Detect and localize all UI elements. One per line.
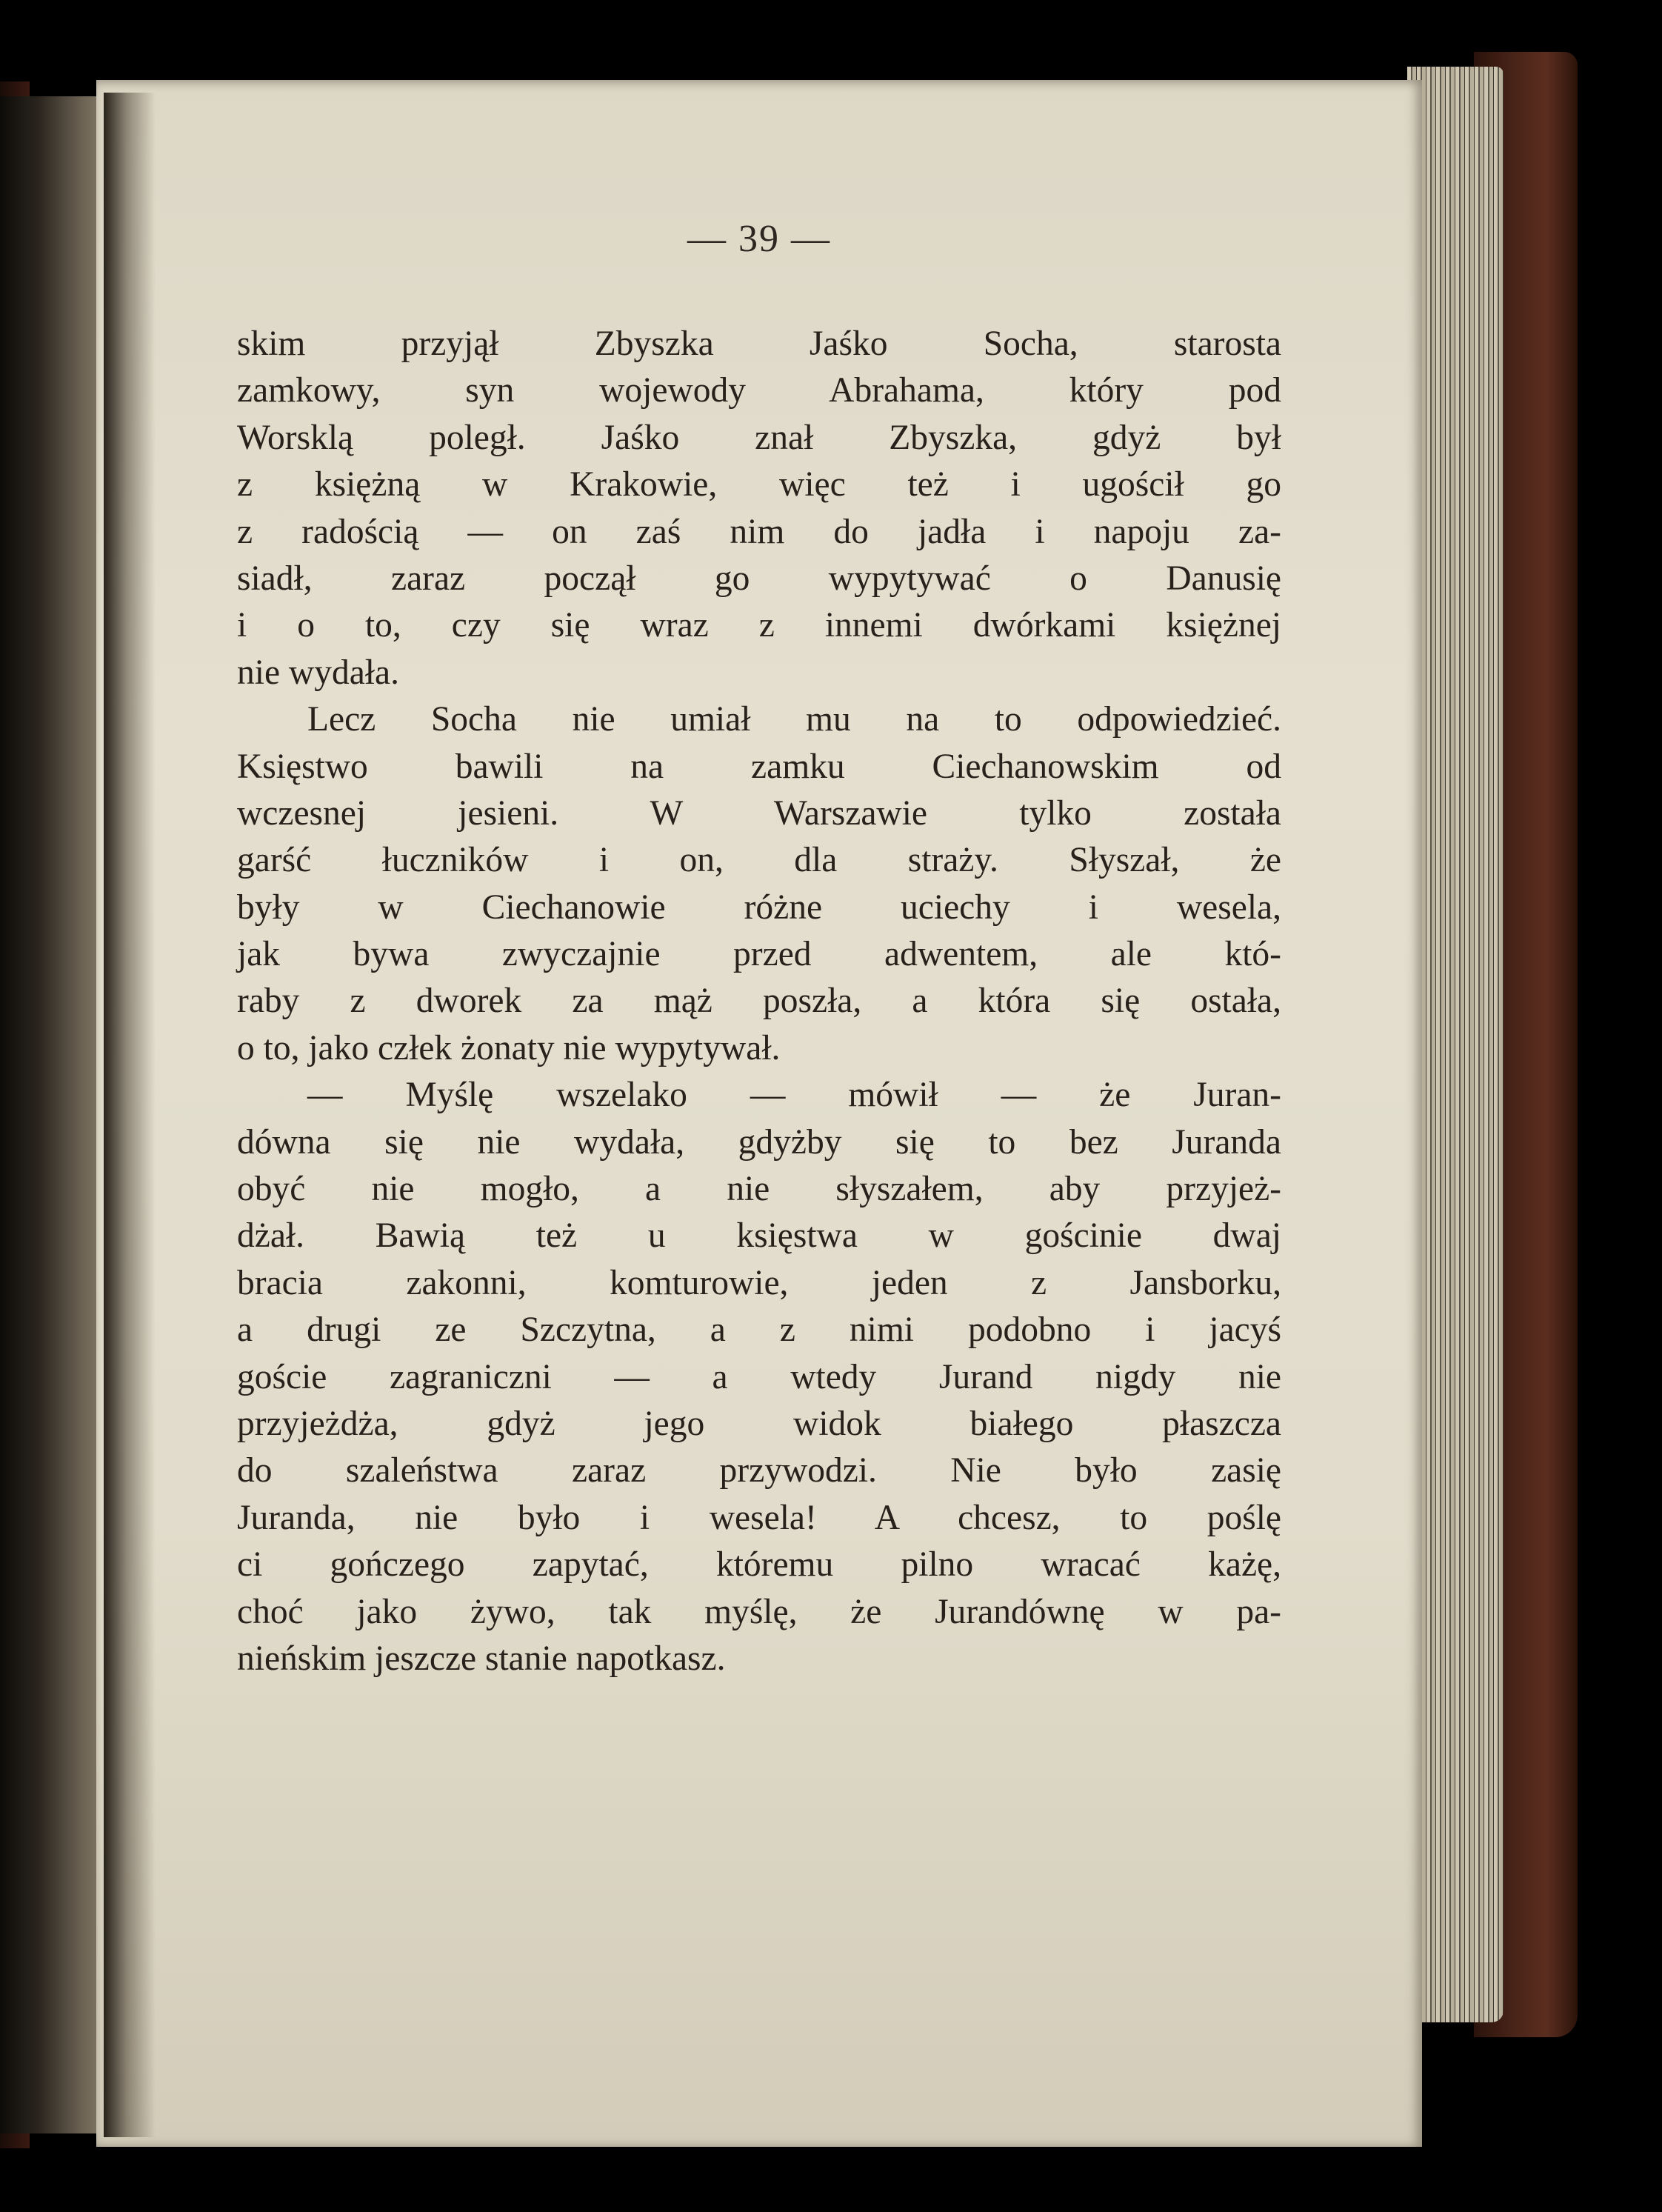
previous-page-edge: [0, 96, 111, 2133]
text-line: skim przyjął Zbyszka Jaśko Socha, starosta: [237, 324, 1281, 363]
text-line: z radością — on zaś nim do jadła i napoju za-: [237, 512, 1281, 551]
text-line: garść łuczników i on, dla straży. Słyszał, że: [237, 841, 1281, 880]
text-line: ci gończego zapytać, któremu pilno wracać każę,: [237, 1545, 1281, 1585]
text-line: jak bywa zwyczajnie przed adwentem, ale któ-: [237, 935, 1281, 974]
text-line: siadł, zaraz począł go wypytywać o Danusię: [237, 559, 1281, 598]
text-line: wczesnej jesieni. W Warszawie tylko została: [237, 793, 1281, 833]
book-gutter-shadow: [104, 93, 156, 2137]
page-number: — 39 —: [687, 218, 831, 260]
text-line: zamkowy, syn wojewody Abrahama, który pod: [237, 371, 1281, 410]
text-line: przyjeżdża, gdyż jego widok białego płaszcza: [237, 1404, 1281, 1443]
text-line: nie wydała.: [237, 653, 399, 692]
text-line: dówna się nie wydała, gdyżby się to bez Juranda: [237, 1122, 1281, 1162]
text-line: Lecz Socha nie umiał mu na to odpowiedzieć.: [307, 700, 1281, 739]
text-line: obyć nie mogło, a nie słyszałem, aby przyjeż-: [237, 1170, 1281, 1209]
page-text: [237, 321, 1281, 1682]
text-line: i o to, czy się wraz z innemi dwórkami księżnej: [237, 606, 1281, 645]
text-line: Juranda, nie było i wesela! A chcesz, to poślę: [237, 1498, 1281, 1537]
text-line: dżał. Bawią też u księstwa w gościnie dwaj: [237, 1216, 1281, 1256]
text-line: były w Ciechanowie różne uciechy i wesela,: [237, 887, 1281, 927]
text-line: — Myślę wszelako — mówił — że Juran-: [307, 1076, 1281, 1115]
book-page: [96, 80, 1422, 2147]
text-line: bracia zakonni, komturowie, jeden z Jansborku,: [237, 1263, 1281, 1302]
text-line: raby z dworek za mąż poszła, a która się ostała,: [237, 982, 1281, 1021]
text-line: Worsklą poległ. Jaśko znał Zbyszka, gdyż był: [237, 418, 1281, 457]
text-line: goście zagraniczni — a wtedy Jurand nigdy nie: [237, 1357, 1281, 1396]
text-line: choć jako żywo, tak myślę, że Jurandównę w pa-: [237, 1592, 1281, 1631]
text-line: Księstwo bawili na zamku Ciechanowskim od: [237, 747, 1281, 786]
text-line: o to, jako człek żonaty nie wypytywał.: [237, 1028, 781, 1067]
text-line: z księżną w Krakowie, więc też i ugościł go: [237, 465, 1281, 504]
text-line: nieńskim jeszcze stanie napotkasz.: [237, 1639, 726, 1678]
text-line: do szaleństwa zaraz przywodzi. Nie było zasię: [237, 1451, 1281, 1490]
text-line: a drugi ze Szczytna, a z nimi podobno i jacyś: [237, 1310, 1281, 1350]
